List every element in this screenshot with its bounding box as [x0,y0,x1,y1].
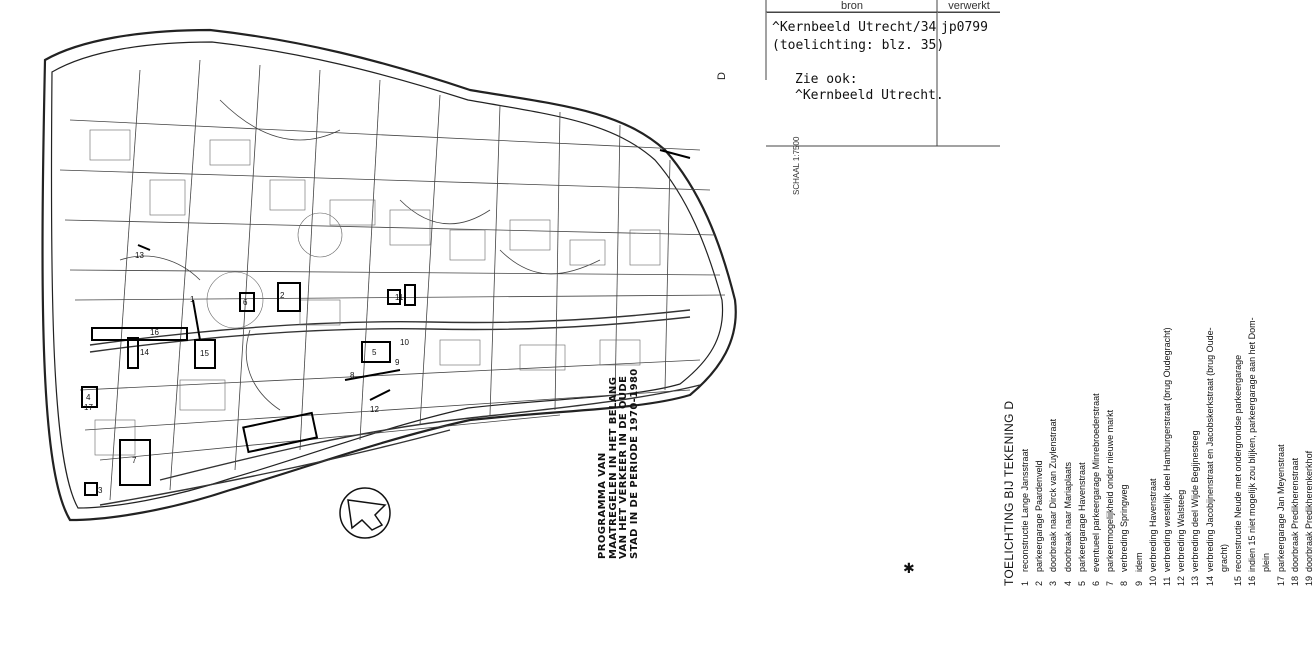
legend-item [1018,317,1032,586]
label-2: 2 [280,291,285,300]
legend-item-number: 9 [1133,580,1144,586]
legend-item-number: 11 [1162,576,1173,586]
map-scale: SCHAAL 1:7500 [792,136,801,195]
legend-item-number: 7 [1105,580,1116,586]
legend-item [1231,317,1245,586]
legend-item [1075,317,1089,586]
label-5: 5 [372,348,377,357]
legend-item-text: doorbraak naar Dirck van Zuylenstraat [1048,418,1059,572]
header-bron: bron [767,0,937,13]
see-also-value: ^Kernbeeld Utrecht. [795,88,944,103]
legend-item [1089,317,1103,586]
label-7: 7 [132,456,137,465]
label-4: 4 [86,393,91,402]
program-title-line: STAD IN DE PERIODE 1970-1980 [628,368,640,559]
label-9: 9 [395,358,400,367]
sheet-letter: D [716,72,728,80]
legend-item-number: 3 [1048,580,1059,586]
legend-item [1188,317,1202,586]
header-verwerkt: verwerkt [938,0,1000,13]
label-1: 1 [190,295,195,304]
legend-item-text: verbreding Havenstraat [1147,478,1158,572]
label-3: 3 [98,486,103,495]
legend-item-text: parkeermogelijkheid onder nieuwe markt [1105,409,1116,572]
legend-item [1245,317,1259,586]
legend-item-number: 17 [1275,575,1286,586]
legend-item [1217,317,1231,586]
label-13: 13 [135,251,144,260]
legend [1002,317,1316,586]
program-title-line: VAN HET VERKEER IN DE OUDE [618,375,629,559]
legend-item-number: 12 [1176,575,1187,586]
legend-item-text: indien 15 niet mogelijk zou blijken, parkeergarage aan het Dom- [1247,317,1258,572]
legend-item-text: doorbraak Predikherenstraat [1289,457,1300,572]
label-16: 16 [150,328,159,337]
legend-item-text: reconstructie Neude met ondergrondse parkeergarage [1233,354,1244,572]
legend-item [1302,317,1316,586]
legend-item-number: 2 [1034,580,1045,586]
label-15: 15 [200,349,209,358]
label-8: 8 [350,371,355,380]
legend-item-text: verbreding Walsteeg [1176,489,1187,572]
legend-item-text: verbreding westelijk deel Hamburgerstraat (brug Oudegracht) [1162,327,1173,572]
label-6: 6 [243,298,248,307]
legend-item [1046,317,1060,586]
program-title-line: PROGRAMMA VAN [597,452,608,559]
legend-title: TOELICHTING BIJ TEKENING D [1002,400,1016,586]
legend-item [1061,317,1075,586]
legend-item-text: parkeergarage Jan Meyenstraat [1275,444,1286,572]
legend-item-number: 14 [1204,575,1215,586]
legend-item-text: parkeergarage Havenstraat [1076,462,1087,572]
see-also-label: Zie ook: [795,72,858,87]
legend-item-number: 19 [1304,575,1315,586]
legend-item-text: verbreding Jacobijnenstraat en Jacobskerkstraat (brug Oude- [1204,327,1215,572]
legend-item-number: 5 [1076,580,1087,586]
legend-item [1288,317,1302,586]
label-14: 14 [140,348,149,357]
program-title-line: MAATREGELEN IN HET BELANG [607,376,619,559]
legend-item-number: 6 [1091,580,1102,586]
legend-item-text: doorbraak Predikherenkerkhof [1304,450,1315,572]
legend-item [1146,317,1160,586]
legend-item [1160,317,1174,586]
legend-item [1132,317,1146,586]
legend-item-text: verbreding deel Wijde Begijnesteeg [1190,430,1201,572]
archive-code: jp0799 [941,20,988,35]
legend-item-text: verbreding Springweg [1119,484,1130,572]
legend-item-text: gracht) [1218,543,1229,572]
legend-item-text: idem [1133,552,1144,572]
legend-item-number: 16 [1247,575,1258,586]
asterisk-mark: ✱ [903,560,915,576]
legend-item-number: 4 [1062,580,1073,586]
source-line-2: (toelichting: blz. 35) [772,38,945,53]
legend-item [1259,317,1273,586]
legend-item [1203,317,1217,586]
legend-item-text: reconstructie Lange Jansstraat [1020,448,1030,572]
legend-item-number: 10 [1147,575,1158,586]
legend-item-text: doorbraak naar Mariaplaats [1062,461,1073,572]
legend-list [1018,317,1316,586]
label-12: 12 [370,405,379,414]
legend-item-text: parkeergarage Paardenveld [1034,460,1045,572]
legend-item-text: eventueel parkeergarage Minrebroederstraat [1091,393,1102,572]
label-11: 11 [395,293,404,302]
program-title [598,368,640,559]
north-arrow [340,488,390,538]
legend-item [1032,317,1046,586]
legend-item-number: 18 [1289,575,1300,586]
legend-item [1174,317,1188,586]
legend-item-number: 15 [1233,575,1244,586]
legend-item-number: 13 [1190,575,1201,586]
legend-item-text: plein [1261,552,1272,572]
legend-item-number: 8 [1119,580,1130,586]
source-line-1: ^Kernbeeld Utrecht/34 [772,20,937,35]
label-10: 10 [400,338,409,347]
legend-item [1274,317,1288,586]
legend-item [1103,317,1117,586]
label-17: 17 [84,403,93,412]
legend-item [1117,317,1131,586]
legend-item-number: 1 [1020,580,1030,586]
